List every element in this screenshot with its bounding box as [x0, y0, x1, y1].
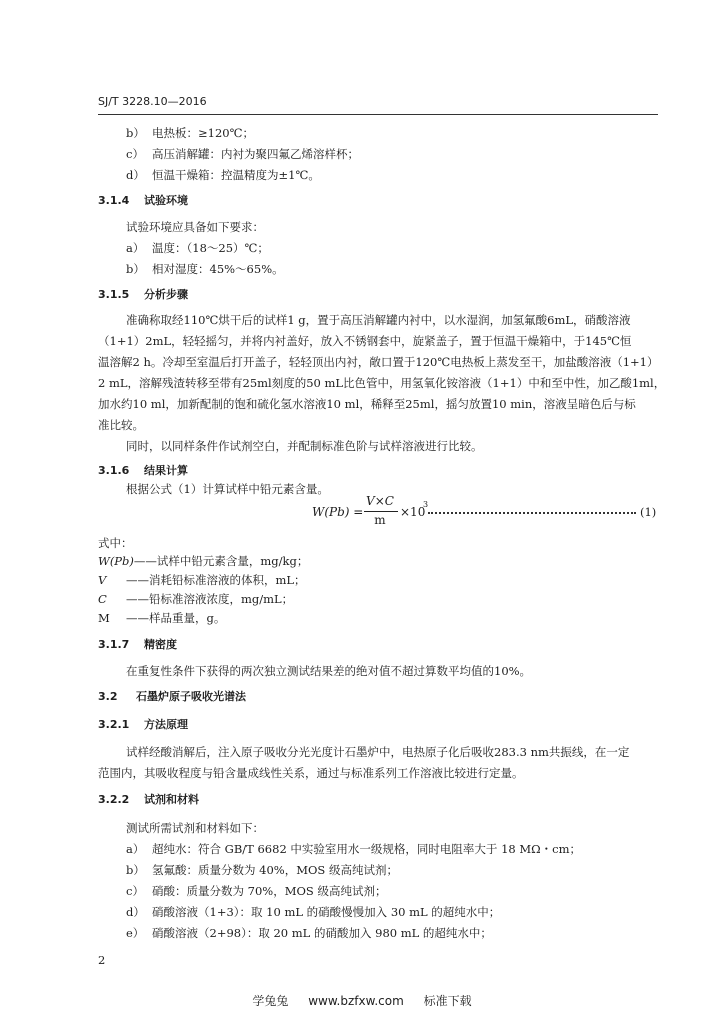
- section-heading: [98, 464, 188, 478]
- list-item: [126, 884, 386, 898]
- list-text: 硝酸溶液（1+3）：取 10 mL 的硝酸慢慢加入 30 mL 的超纯水中；: [152, 905, 501, 919]
- section-title: 石墨炉原子吸收光谱法: [136, 690, 246, 703]
- paragraph: 试验环境应具备如下要求：: [126, 220, 264, 234]
- paragraph: 在重复性条件下获得的两次独立测试结果差的绝对值不超过算数平均值的10%。: [126, 664, 532, 678]
- section-title: 分析步骤: [144, 288, 188, 301]
- variable-definition: [98, 592, 293, 606]
- paragraph-line: 温溶解2 h。冷却至室温后打开盖子，轻轻顶出内衬，敞口置于120℃电热板上蒸发至干，加盐酸溶液（1+1）: [98, 355, 659, 369]
- variable-symbol: M: [98, 611, 110, 625]
- where-label: 式中：: [98, 536, 133, 550]
- list-marker: c）: [126, 884, 144, 898]
- list-text: 硝酸：质量分数为 70%，MOS 级高纯试剂；: [152, 884, 387, 898]
- formula-factor: ×10: [400, 505, 426, 519]
- paragraph: 同时，以同样条件作试剂空白，并配制标准色阶与试样溶液进行比较。: [126, 439, 483, 453]
- variable-definition: [98, 554, 308, 568]
- section-number: 3.2.1: [98, 718, 130, 731]
- list-item: [126, 126, 254, 140]
- formula-numerator: V×C: [366, 494, 394, 508]
- section-heading: [98, 194, 188, 208]
- paragraph-line: （1+1）2mL，轻轻摇匀，并将内衬盖好，放入不锈钢套中，旋紧盖子，置于恒温干燥箱中，于145℃恒: [98, 334, 632, 348]
- list-marker: b）: [126, 126, 145, 140]
- list-text: 高压消解罐：内衬为聚四氟乙烯溶样杯；: [152, 147, 359, 161]
- leader-dots: [428, 511, 636, 514]
- paragraph-line: 范围内，其吸收程度与铅含量成线性关系，通过与标准系列工作溶液比较进行定量。: [98, 766, 524, 780]
- equation-number: (1): [640, 505, 657, 519]
- section-title: 方法原理: [144, 718, 188, 731]
- footer-site-name: 学兔兔: [252, 994, 289, 1008]
- section-title: 精密度: [144, 638, 177, 651]
- paragraph: 根据公式（1）计算试样中铅元素含量。: [126, 482, 329, 496]
- list-item: [126, 147, 359, 161]
- download-footer: [0, 992, 724, 1009]
- section-title: 结果计算: [144, 464, 188, 477]
- list-text: 相对湿度：45%～65%。: [152, 262, 284, 276]
- formula-exponent: 3: [423, 500, 429, 509]
- paragraph: 测试所需试剂和材料如下：: [126, 821, 264, 835]
- section-heading: [98, 793, 199, 807]
- list-marker: c）: [126, 147, 144, 161]
- list-text: 温度：（18～25）℃；: [152, 241, 269, 255]
- list-item: [126, 241, 269, 255]
- section-number: 3.1.6: [98, 464, 130, 477]
- list-marker: a）: [126, 241, 145, 255]
- list-text: 电热板：≥120℃；: [152, 126, 254, 140]
- footer-slogan: 标准下载: [423, 994, 472, 1008]
- standard-code-header: SJ/T 3228.10—2016: [98, 95, 207, 108]
- section-heading: [98, 690, 246, 704]
- footer-url[interactable]: www.bzfxw.com: [308, 994, 404, 1008]
- section-number: 3.1.5: [98, 288, 130, 301]
- variable-text: ——消耗铅标准溶液的体积，mL；: [126, 573, 306, 587]
- paragraph-line: 准比较。: [98, 418, 144, 432]
- formula-lhs: W(Pb) =: [312, 505, 364, 519]
- variable-text: ——铅标准溶液浓度，mg/mL；: [126, 592, 294, 606]
- section-heading: [98, 638, 177, 652]
- list-marker: a）: [126, 842, 145, 856]
- section-number: 3.2.2: [98, 793, 130, 806]
- section-heading: [98, 288, 188, 302]
- section-title: 试剂和材料: [144, 793, 199, 806]
- variable-text: ——样品重量，g。: [126, 611, 226, 625]
- variable-symbol: C: [98, 592, 107, 606]
- variable-definition: [98, 611, 225, 625]
- list-item: [126, 926, 492, 940]
- paragraph-line: 加水约10 ml，加新配制的饱和硫化氢水溶液10 ml，稀释至25ml，摇匀放置10 min，溶液呈暗色后与标: [98, 397, 636, 411]
- section-title: 试验环境: [144, 194, 188, 207]
- list-marker: e）: [126, 926, 145, 940]
- formula-denominator: m: [374, 513, 386, 527]
- list-marker: d）: [126, 905, 145, 919]
- page-number: 2: [98, 953, 106, 967]
- section-number: 3.1.7: [98, 638, 130, 651]
- section-number: 3.1.4: [98, 194, 130, 207]
- list-text: 恒温干燥箱：控温精度为±1℃。: [152, 168, 320, 182]
- list-item: [126, 262, 284, 276]
- variable-definition: [98, 573, 306, 587]
- list-item: [126, 842, 581, 856]
- variable-symbol: V: [98, 573, 107, 587]
- list-marker: b）: [126, 262, 145, 276]
- paragraph-line: 试样经酸消解后，注入原子吸收分光光度计石墨炉中，电热原子化后吸收283.3 nm共振线，在一定: [126, 745, 630, 759]
- list-text: 硝酸溶液（2+98）：取 20 mL 的硝酸加入 980 mL 的超纯水中；: [152, 926, 492, 940]
- list-item: [126, 905, 500, 919]
- list-item: [126, 863, 398, 877]
- list-text: 氢氟酸：质量分数为 40%，MOS 级高纯试剂；: [152, 863, 398, 877]
- section-number: 3.2: [98, 690, 118, 703]
- list-item: [126, 168, 320, 182]
- list-marker: b）: [126, 863, 145, 877]
- section-heading: [98, 718, 188, 732]
- variable-text: ——试样中铅元素含量，mg/kg；: [133, 554, 309, 568]
- variable-symbol: W(Pb): [98, 554, 134, 568]
- paragraph-line: 准确称取经110℃烘干后的试样1 g，置于高压消解罐内衬中，以水湿润，加氢氟酸6mL，硝酸溶液: [126, 313, 631, 327]
- list-marker: d）: [126, 168, 145, 182]
- header-rule: [98, 114, 658, 115]
- paragraph-line: 2 mL，溶解残渣转移至带有25ml刻度的50 mL比色管中，用氢氧化铵溶液（1+1）中和至中性，加乙酸1ml，: [98, 376, 666, 390]
- fraction-bar: [364, 511, 398, 512]
- list-text: 超纯水：符合 GB/T 6682 中实验室用水一级规格，同时电阻率大于 18 MΩ・cm；: [152, 842, 582, 856]
